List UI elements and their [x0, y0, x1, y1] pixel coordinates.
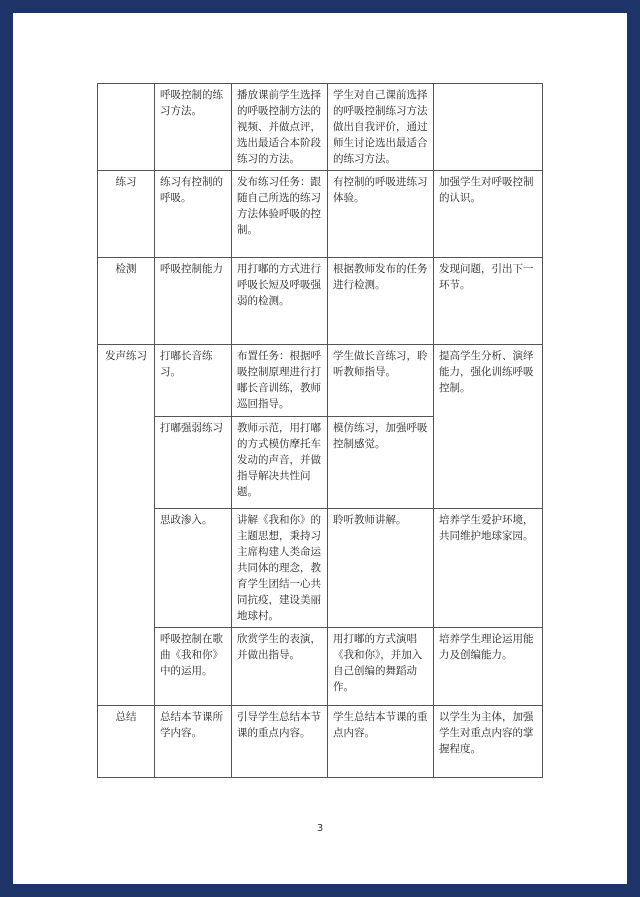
student-activity-cell: 学生做长音练习，聆听教师指导。 [328, 345, 434, 417]
teacher-activity-cell: 播放课前学生选择的呼吸控制方法的视频、并做点评，选出最适合本阶段练习的方法。 [232, 84, 328, 171]
design-intent-cell: 培养学生爱护环境，共同维护地球家园。 [434, 509, 543, 628]
page-number: 3 [316, 823, 324, 834]
student-activity-cell: 有控制的呼吸进练习体验。 [328, 171, 434, 258]
table-row [98, 84, 543, 171]
content-cell: 呼吸控制的练习方法。 [155, 84, 232, 171]
table-row [98, 628, 543, 706]
design-intent-cell: 提高学生分析、演绎能力，强化训练呼吸控制。 [434, 345, 543, 509]
design-intent-cell: 发现问题，引出下一环节。 [434, 258, 543, 345]
content-cell: 思政渗入。 [155, 509, 232, 628]
content-cell: 呼吸控制能力 [155, 258, 232, 345]
document-page [13, 13, 627, 884]
table-row [98, 258, 543, 345]
student-activity-cell: 学生对自己课前选择的呼吸控制练习方法做出自我评价，通过师生讨论选出最适合的练习方法。 [328, 84, 434, 171]
content-cell: 练习有控制的呼吸。 [155, 171, 232, 258]
content-cell: 呼吸控制在歌曲《我和你》中的运用。 [155, 628, 232, 706]
section-cell: 练习 [98, 171, 155, 258]
teacher-activity-cell: 布置任务：根据呼吸控制原理进行打嘟长音训练，教师巡回指导。 [232, 345, 328, 417]
student-activity-cell: 聆听教师讲解。 [328, 509, 434, 628]
table-row [98, 509, 543, 628]
teacher-activity-cell: 引导学生总结本节课的重点内容。 [232, 706, 328, 778]
teacher-activity-cell: 教师示范，用打嘟的方式模仿摩托车发动的声音，并做指导解决共性问题。 [232, 417, 328, 509]
section-cell [98, 84, 155, 171]
table-row [98, 345, 543, 417]
teacher-activity-cell: 发布练习任务：跟随自己所选的练习方法体验呼吸的控制。 [232, 171, 328, 258]
teacher-activity-cell: 用打嘟的方式进行呼吸长短及呼吸强弱的检测。 [232, 258, 328, 345]
table-row [98, 171, 543, 258]
teacher-activity-cell: 讲解《我和你》的主题思想，秉持习主席构建人类命运共同体的理念，教育学生团结一心共同抗疫，建设美丽地球村。 [232, 509, 328, 628]
design-intent-cell [434, 84, 543, 171]
student-activity-cell: 模仿练习，加强呼吸控制感觉。 [328, 417, 434, 509]
content-cell: 打嘟长音练习。 [155, 345, 232, 417]
design-intent-cell: 加强学生对呼吸控制的认识。 [434, 171, 543, 258]
student-activity-cell: 学生总结本节课的重点内容。 [328, 706, 434, 778]
content-cell: 打嘟强弱练习 [155, 417, 232, 509]
section-cell: 总结 [98, 706, 155, 778]
lesson-plan-table [97, 83, 543, 778]
content-cell: 总结本节课所学内容。 [155, 706, 232, 778]
section-cell: 检测 [98, 258, 155, 345]
student-activity-cell: 根据教师发布的任务进行检测。 [328, 258, 434, 345]
section-cell: 发声练习 [98, 345, 155, 706]
design-intent-cell: 培养学生理论运用能力及创编能力。 [434, 628, 543, 706]
student-activity-cell: 用打嘟的方式演唱《我和你》，并加入自己创编的舞蹈动作。 [328, 628, 434, 706]
table-row [98, 706, 543, 778]
teacher-activity-cell: 欣赏学生的表演，并做出指导。 [232, 628, 328, 706]
design-intent-cell: 以学生为主体，加强学生对重点内容的掌握程度。 [434, 706, 543, 778]
